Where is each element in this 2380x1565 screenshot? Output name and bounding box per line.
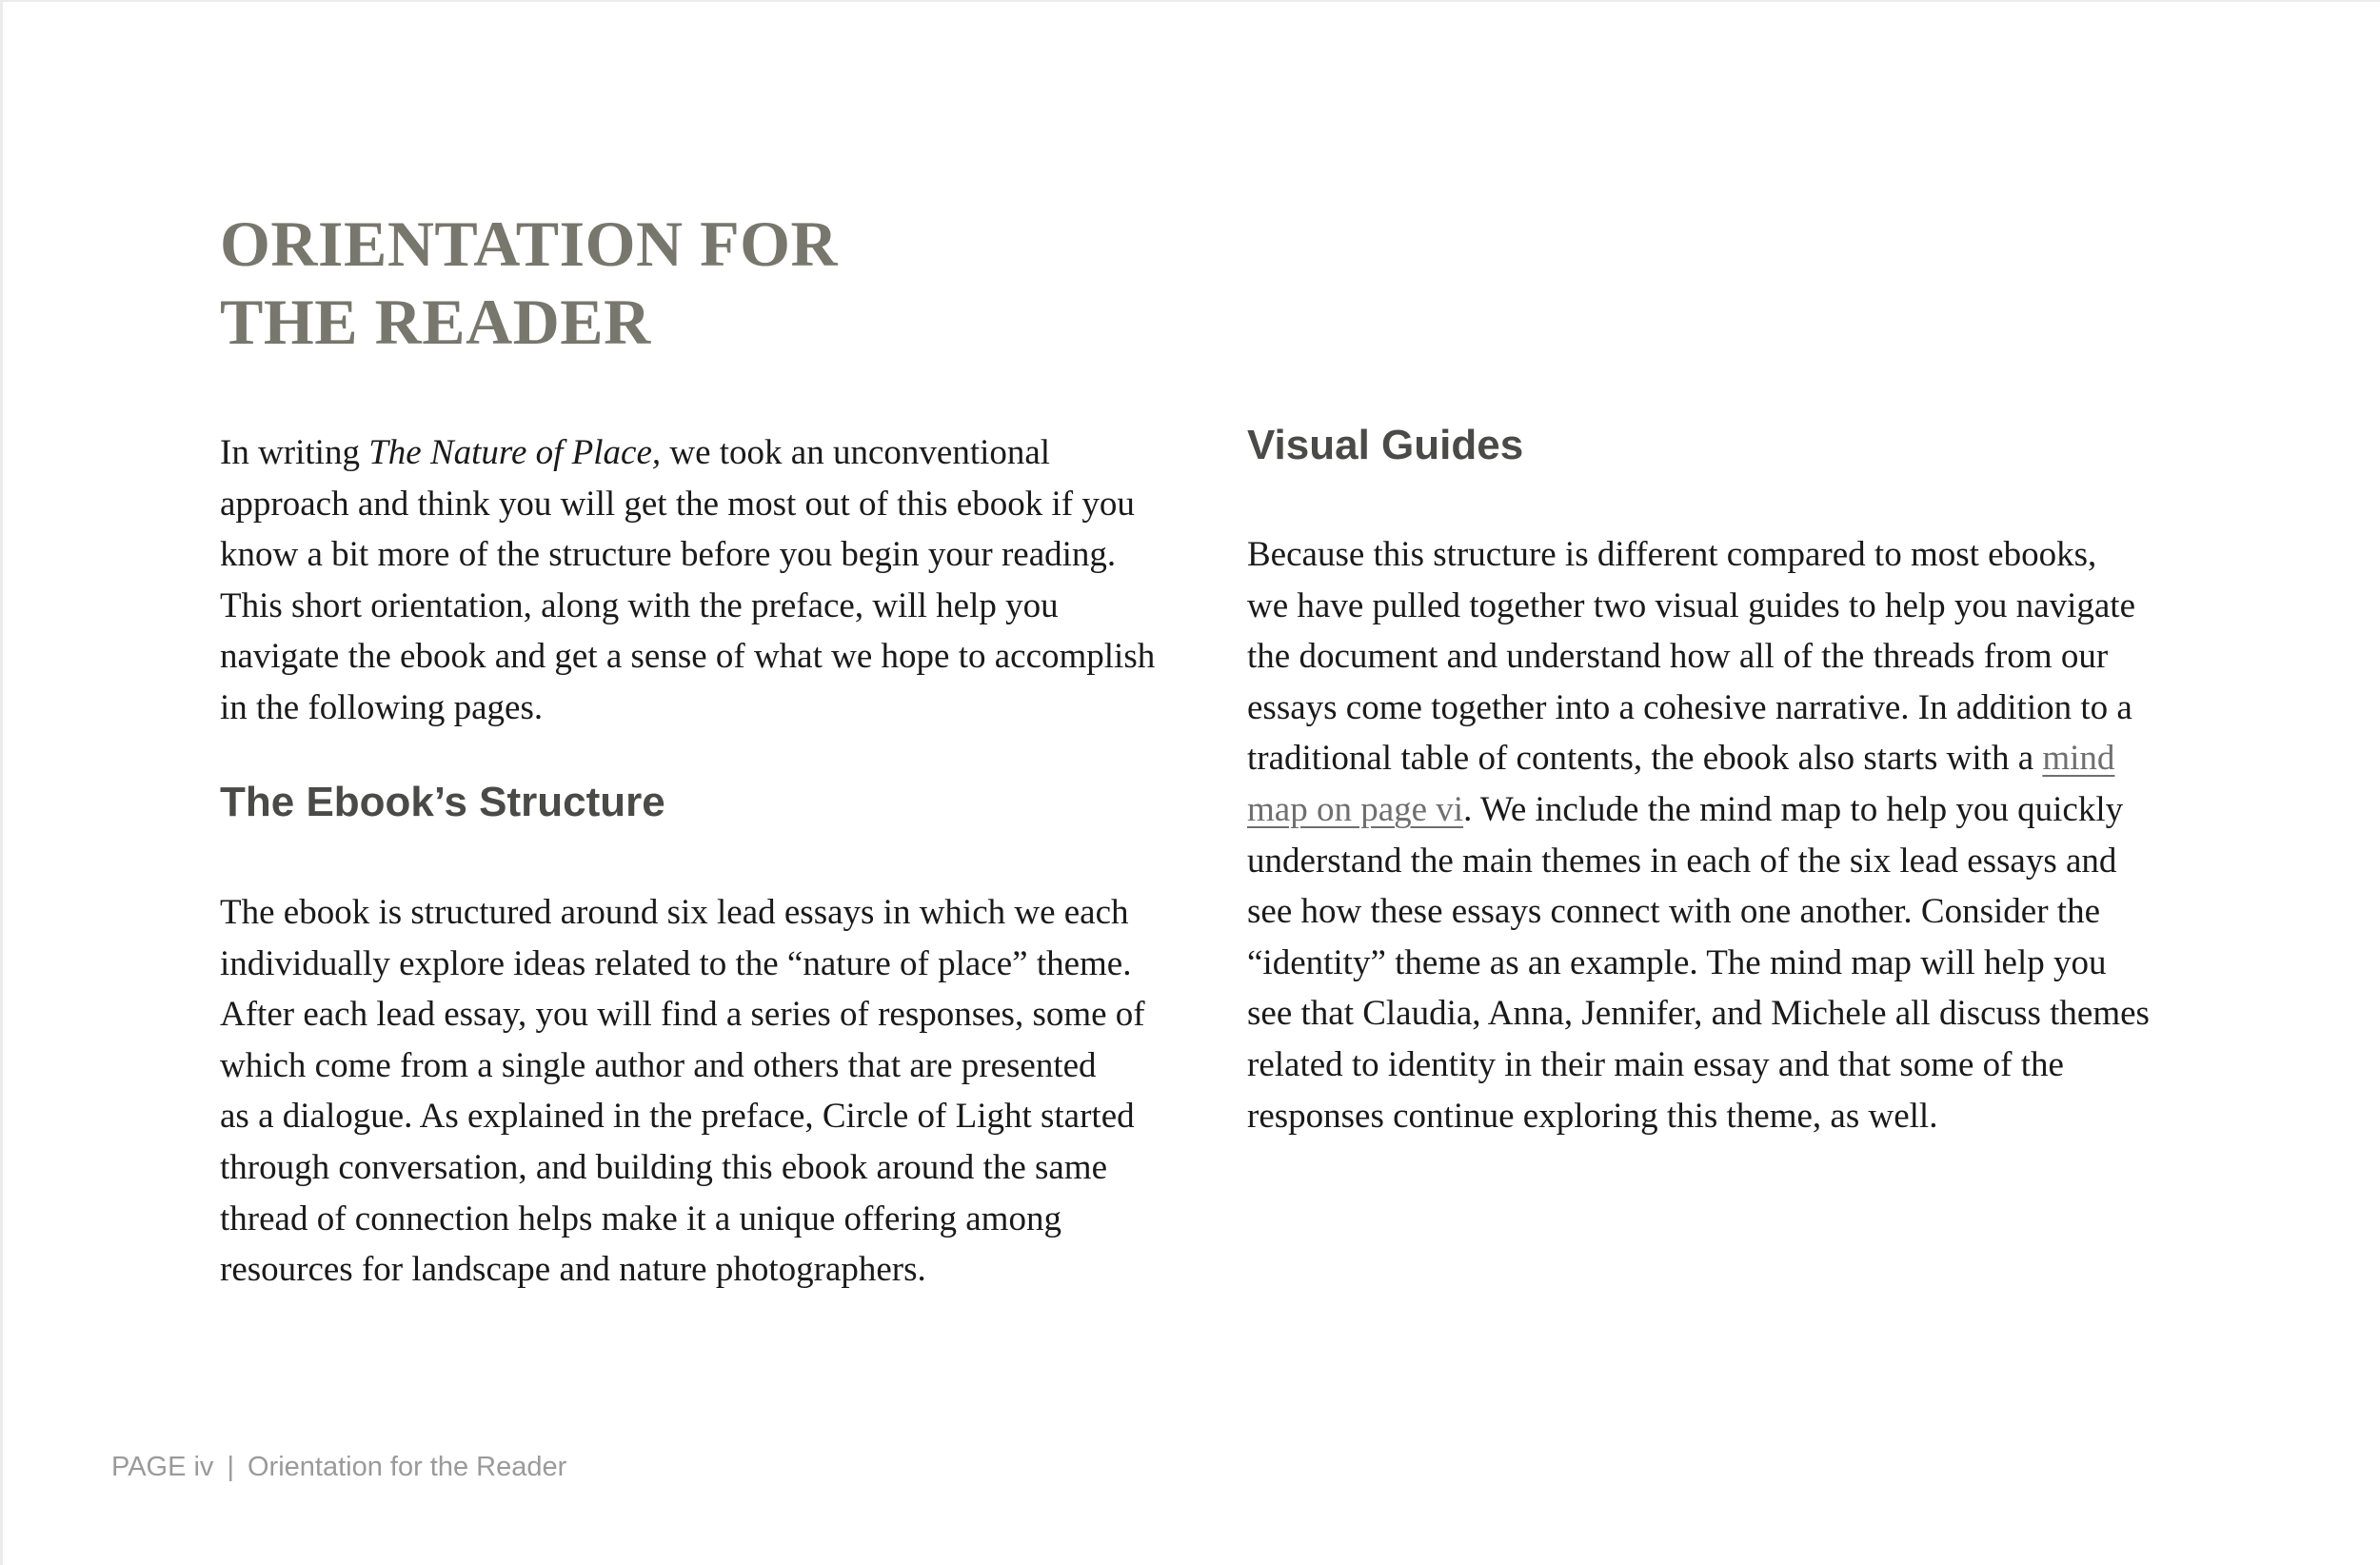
page-footer <box>111 1452 566 1483</box>
visual-guides-line-prefix: traditional table of contents, the ebook also starts with a <box>1247 739 2043 779</box>
intro-paragraph <box>220 427 1155 734</box>
page-title-line-2: THE READER <box>220 286 651 358</box>
intro-line: This short orientation, along with the preface, will help you <box>220 585 1059 625</box>
visual-guides-line: we have pulled together two visual guides to help you navigate <box>1247 585 2135 625</box>
ebook-structure-heading: The Ebook’s Structure <box>220 779 665 825</box>
visual-guides-line <box>1247 784 2150 836</box>
structure-line: through conversation, and building this ebook around the same <box>220 1147 1108 1187</box>
intro-line: know a bit more of the structure before you begin your reading. <box>220 535 1117 575</box>
intro-prefix: In writing <box>220 433 369 472</box>
page-number: PAGE iv <box>111 1452 214 1482</box>
mind-map-link-part-1[interactable]: mind <box>2042 739 2115 779</box>
intro-line: approach and think you will get the most out of this ebook if you <box>220 484 1135 524</box>
mind-map-link-part-2[interactable]: map on page vi <box>1247 789 1464 829</box>
structure-line: which come from a single author and others that are presented <box>220 1045 1097 1085</box>
visual-guides-line <box>1247 733 2150 784</box>
structure-line: resources for landscape and nature photographers. <box>220 1250 926 1290</box>
intro-line <box>220 427 1155 479</box>
visual-guides-line: see how these essays connect with one another. Consider the <box>1247 892 2100 932</box>
visual-guides-line: essays come together into a cohesive narrative. In addition to a <box>1247 687 2132 727</box>
intro-line: navigate the ebook and get a sense of what we hope to accomplish <box>220 637 1156 677</box>
visual-guides-paragraph <box>1247 529 2150 1141</box>
visual-guides-line: see that Claudia, Anna, Jennifer, and Michele all discuss themes <box>1247 994 2150 1034</box>
page-title-line-1: ORIENTATION FOR <box>220 208 839 280</box>
structure-line: individually explore ideas related to the “nature of place” theme. <box>220 943 1132 983</box>
book-title: The Nature of Place, <box>368 433 662 472</box>
structure-line: After each lead essay, you will find a series of responses, some of <box>220 995 1145 1035</box>
visual-guides-heading: Visual Guides <box>1247 422 1524 468</box>
intro-line: in the following pages. <box>220 687 544 727</box>
intro-line-rest: we took an unconventional <box>661 433 1051 472</box>
structure-line: thread of connection helps make it a unique offering among <box>220 1199 1061 1238</box>
page-title <box>220 205 838 361</box>
visual-guides-line: responses continue exploring this theme, as well. <box>1247 1096 1938 1136</box>
structure-line: as a dialogue. As explained in the preface, Circle of Light started <box>220 1097 1135 1137</box>
visual-guides-line: Because this structure is different compared to most ebooks, <box>1247 535 2097 574</box>
visual-guides-line-rest: . We include the mind map to help you quickly <box>1463 789 2124 829</box>
footer-section-title: Orientation for the Reader <box>247 1452 567 1482</box>
visual-guides-line: “identity” theme as an example. The mind map will help you <box>1247 942 2107 982</box>
visual-guides-line: the document and understand how all of the threads from our <box>1247 637 2109 677</box>
visual-guides-line: related to identity in their main essay and that some of the <box>1247 1044 2064 1084</box>
footer-separator: | <box>227 1452 234 1482</box>
visual-guides-line: understand the main themes in each of the six lead essays and <box>1247 841 2117 881</box>
structure-line: The ebook is structured around six lead essays in which we each <box>220 893 1129 932</box>
structure-paragraph <box>220 887 1145 1296</box>
